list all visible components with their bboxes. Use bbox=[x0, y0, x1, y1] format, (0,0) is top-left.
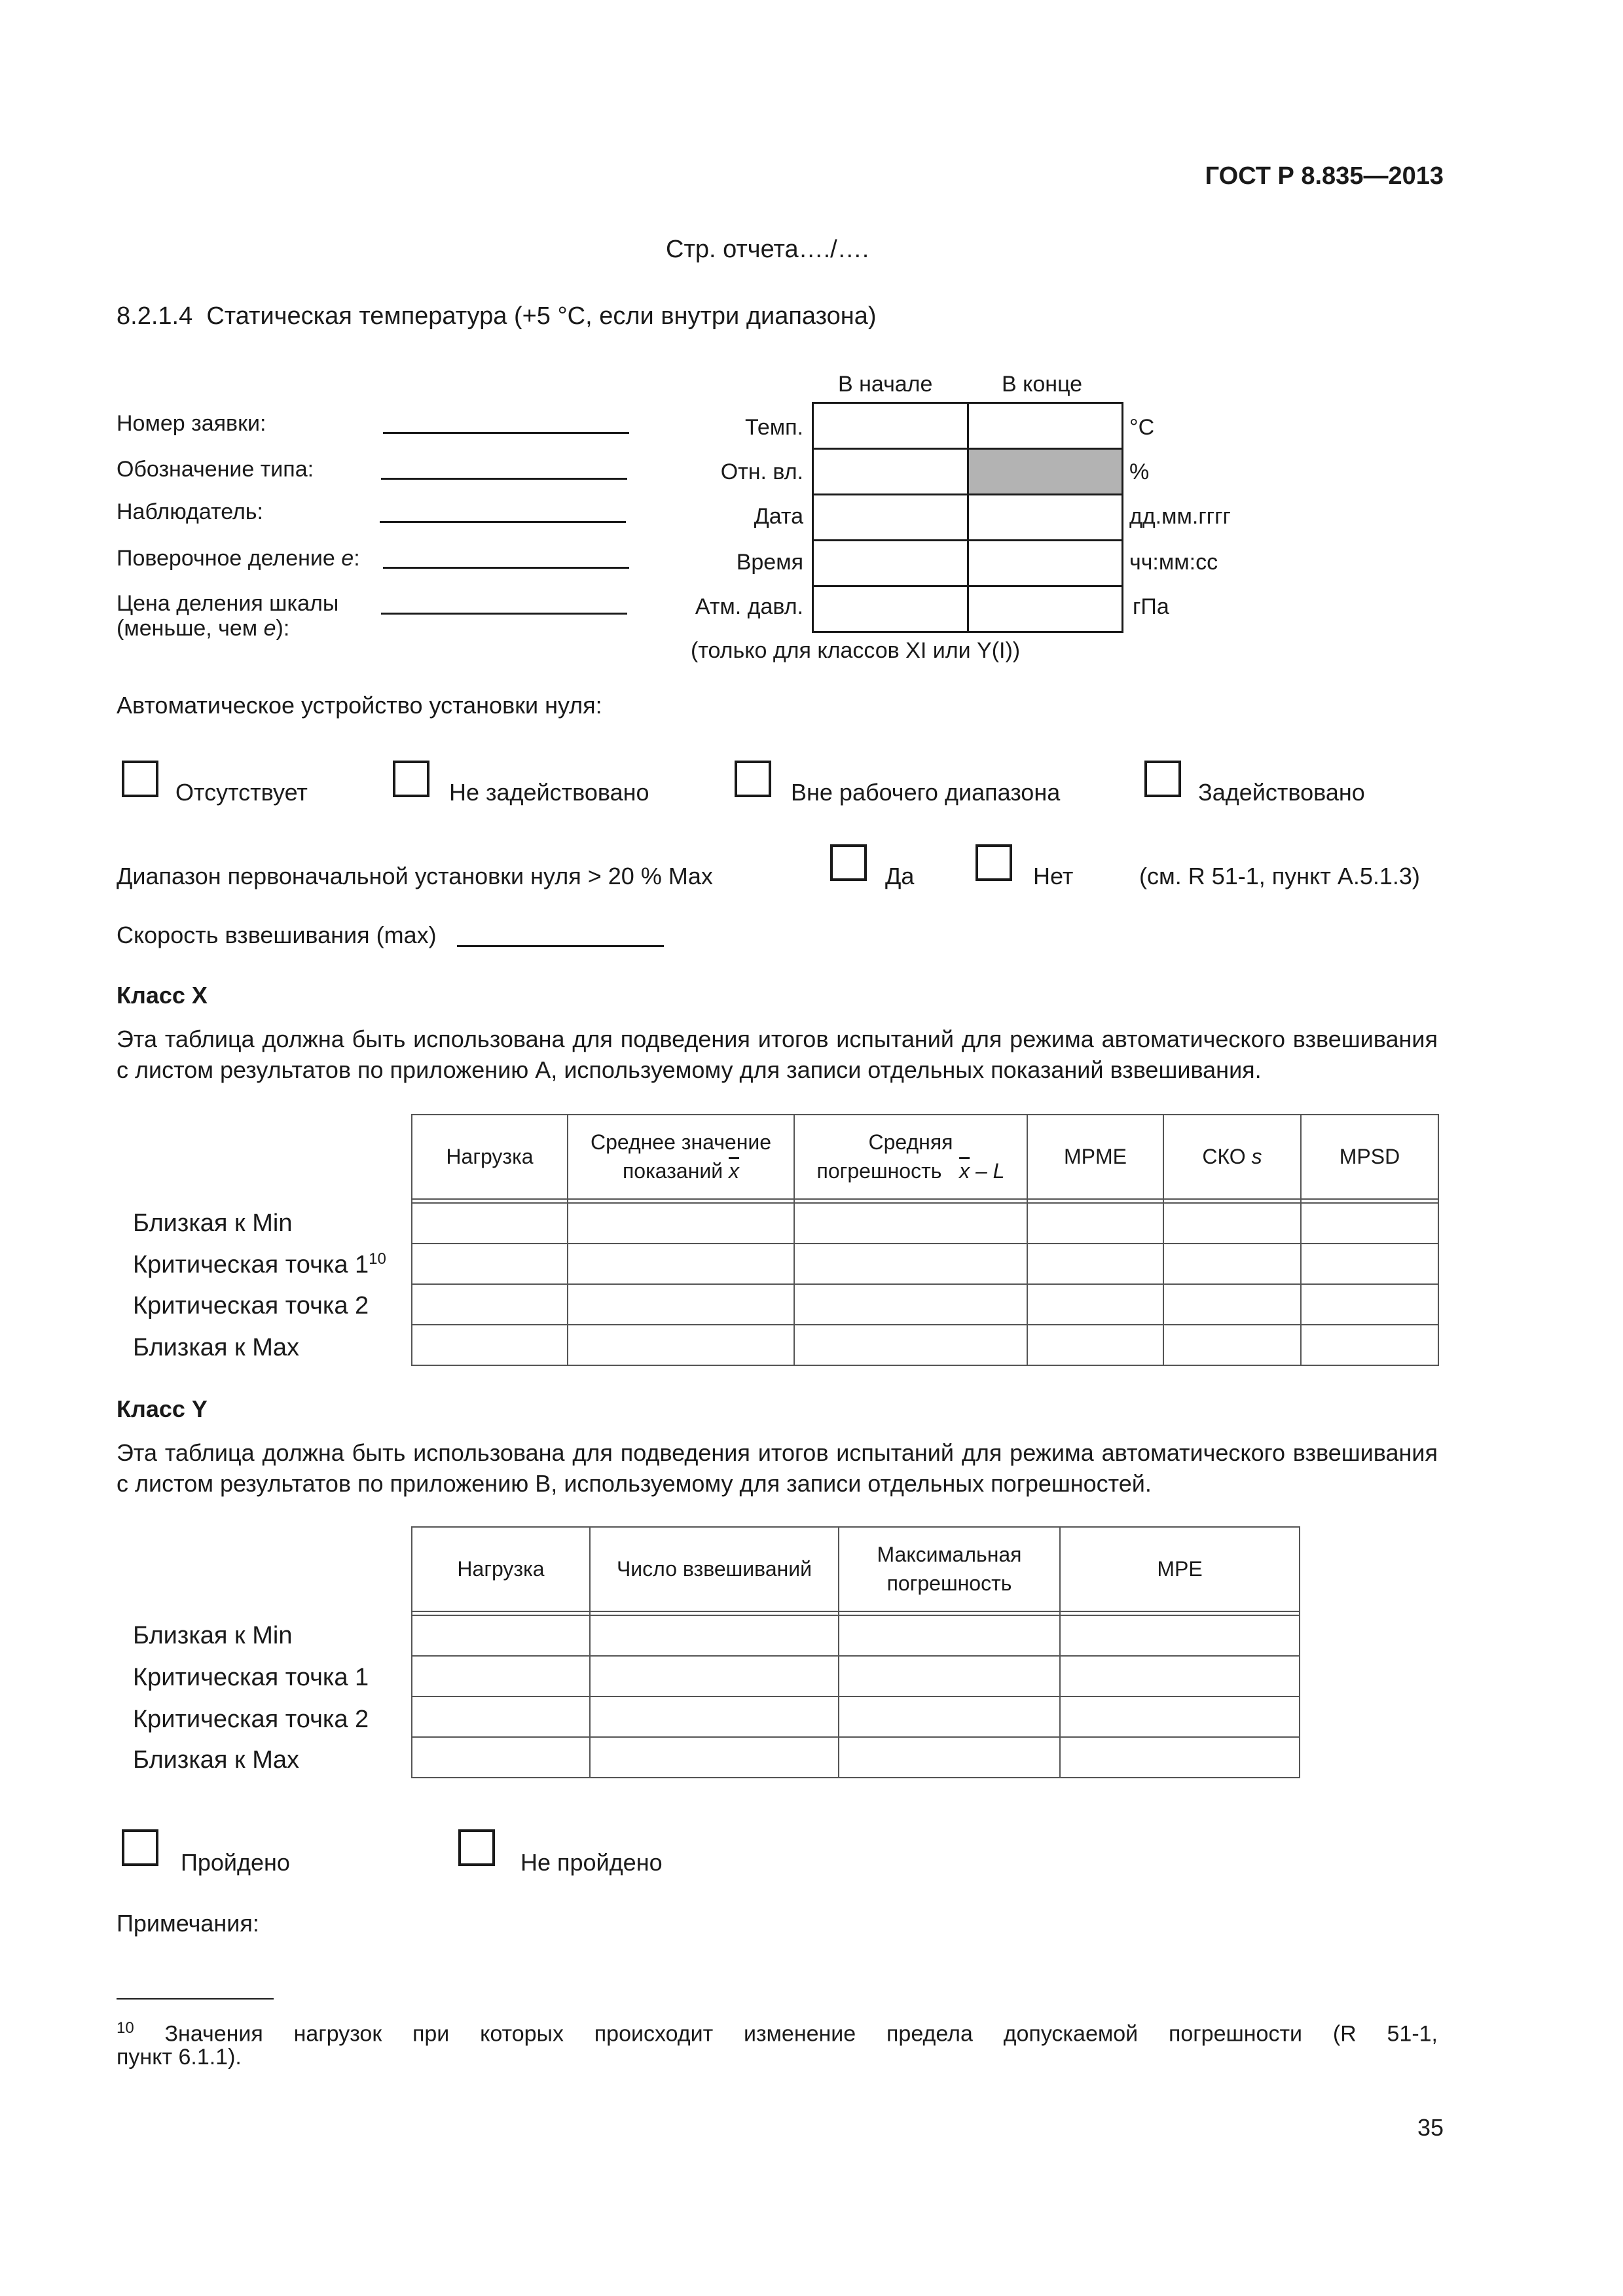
date-end-cell[interactable] bbox=[968, 495, 1123, 541]
pressure-end-cell[interactable] bbox=[968, 586, 1123, 632]
temp-end-cell[interactable] bbox=[968, 403, 1123, 449]
class-y-row-label-crit1: Критическая точка 1 bbox=[133, 1664, 369, 1691]
zero-device-used-checkbox[interactable] bbox=[1144, 761, 1181, 797]
class-x-header-load: Нагрузка bbox=[412, 1115, 568, 1199]
speed-input[interactable] bbox=[457, 945, 664, 947]
scale-interval-input[interactable] bbox=[381, 613, 627, 615]
condition-label-pressure: Атм. давл. bbox=[695, 594, 803, 619]
humidity-end-cell bbox=[968, 449, 1123, 495]
zero-range-label: Диапазон первоначальной установки нуля > 20 % Max bbox=[117, 863, 713, 889]
table-row bbox=[412, 1244, 1438, 1284]
class-x-description: Эта таблица должна быть использована для подведения итогов испытаний для режима автоматического взвешивания с листом результатов по приложению А, используемому для записи отдельных показаний взвешивания. bbox=[117, 1026, 1438, 1083]
pressure-start-cell[interactable] bbox=[813, 586, 968, 632]
zero-device-out-of-range-label: Вне рабочего диапазона bbox=[791, 779, 1061, 806]
doc-code: ГОСТ Р 8.835—2013 bbox=[1205, 162, 1444, 190]
zero-range-no-label: Нет bbox=[1033, 863, 1074, 889]
field-label-observer: Наблюдатель: bbox=[117, 499, 263, 524]
condition-label-temp: Темп. bbox=[744, 415, 803, 440]
class-x-title: Класс X bbox=[117, 982, 208, 1009]
table-row bbox=[412, 1325, 1438, 1365]
conditions-note: (только для классов XI или Y(I)) bbox=[691, 638, 1021, 663]
class-y-header-max-error: Максимальная погрешность bbox=[839, 1527, 1060, 1611]
class-x-header-mean-error: Средняя погрешность $\overline{x}$ – L bbox=[794, 1115, 1027, 1199]
time-start-cell[interactable] bbox=[813, 541, 968, 586]
unit-humidity: % bbox=[1129, 459, 1150, 484]
condition-label-time: Время bbox=[736, 550, 803, 575]
field-label-application-number: Номер заявки: bbox=[117, 411, 266, 436]
zero-range-yes-label: Да bbox=[885, 863, 915, 889]
zero-device-out-of-range-checkbox[interactable] bbox=[735, 761, 771, 797]
zero-range-yes-checkbox[interactable] bbox=[830, 844, 867, 881]
condition-label-humidity: Отн. вл. bbox=[720, 459, 803, 484]
unit-pressure: гПа bbox=[1133, 594, 1169, 619]
col-header-end: В конце bbox=[1002, 372, 1083, 397]
footnote-line-1: $^{10}$ Значения нагрузок при которых происходит изменение предела допускаемой погрешности (R 51-1, bbox=[117, 2019, 1438, 2047]
temp-start-cell[interactable] bbox=[813, 403, 968, 449]
zero-device-not-used-label: Не задействовано bbox=[449, 779, 649, 806]
field-label-scale-interval: Цена деления шкалы (меньше, чем е): bbox=[117, 591, 339, 641]
table-row bbox=[412, 1656, 1300, 1696]
class-x-row-label-crit2: Критическая точка 2 bbox=[133, 1292, 369, 1319]
table-row bbox=[412, 1615, 1300, 1656]
unit-date: дд.мм.гггг bbox=[1129, 504, 1231, 529]
table-row bbox=[412, 1203, 1438, 1244]
zero-range-no-checkbox[interactable] bbox=[976, 844, 1012, 881]
type-designation-input[interactable] bbox=[381, 478, 627, 480]
verification-division-input[interactable] bbox=[383, 567, 629, 569]
table-row bbox=[412, 1696, 1300, 1737]
field-label-type-designation: Обозначение типа: bbox=[117, 457, 314, 482]
class-y-row-label-crit2: Критическая точка 2 bbox=[133, 1706, 369, 1733]
class-y-header-count: Число взвешиваний bbox=[590, 1527, 839, 1611]
class-y-description: Эта таблица должна быть использована для подведения итогов испытаний для режима автоматического взвешивания с листом результатов по приложению В, используемому для записи отдельных погрешностей. bbox=[117, 1439, 1438, 1497]
passed-label: Пройдено bbox=[181, 1849, 290, 1876]
zero-device-absent-label: Отсутствует bbox=[175, 779, 308, 806]
failed-checkbox[interactable] bbox=[458, 1829, 495, 1866]
section-title: 8.2.1.4 Статическая температура (+5 °С, если внутри диапазона) bbox=[117, 302, 877, 330]
date-start-cell[interactable] bbox=[813, 495, 968, 541]
class-y-row-label-min: Близкая к Min bbox=[133, 1622, 293, 1649]
zero-device-not-used-checkbox[interactable] bbox=[393, 761, 429, 797]
unit-temp: °С bbox=[1129, 415, 1155, 440]
class-y-row-label-max: Близкая к Max bbox=[133, 1746, 300, 1774]
condition-label-date: Дата bbox=[754, 504, 803, 529]
class-y-header-load: Нагрузка bbox=[412, 1527, 590, 1611]
table-row bbox=[412, 1284, 1438, 1325]
speed-label: Скорость взвешивания (max) bbox=[117, 922, 437, 948]
footnote-divider bbox=[117, 1998, 274, 2000]
zero-device-used-label: Задействовано bbox=[1198, 779, 1365, 806]
footnote-ref: 10 bbox=[369, 1250, 386, 1268]
zero-device-absent-checkbox[interactable] bbox=[122, 761, 158, 797]
class-x-header-sko: СКО s bbox=[1163, 1115, 1301, 1199]
humidity-start-cell[interactable] bbox=[813, 449, 968, 495]
class-y-header-mpe: MPE bbox=[1060, 1527, 1300, 1611]
field-label-verification-division: Поверочное деление е: bbox=[117, 546, 360, 571]
class-y-table bbox=[411, 1526, 1300, 1778]
col-header-start: В начале bbox=[838, 372, 933, 397]
conditions-grid bbox=[812, 402, 1123, 633]
application-number-input[interactable] bbox=[383, 432, 629, 434]
footnote-line-2: пункт 6.1.1). bbox=[117, 2045, 242, 2070]
table-row bbox=[412, 1737, 1300, 1778]
unit-time: чч:мм:сс bbox=[1129, 550, 1218, 575]
class-x-row-label-max: Близкая к Max bbox=[133, 1334, 300, 1361]
class-x-header-mean: Среднее значение показаний $\overline{x}$ bbox=[568, 1115, 794, 1199]
passed-checkbox[interactable] bbox=[122, 1829, 158, 1866]
page-number: 35 bbox=[1417, 2114, 1444, 2141]
notes-label: Примечания: bbox=[117, 1910, 259, 1937]
zero-range-reference: (см. R 51-1, пункт А.5.1.3) bbox=[1139, 863, 1420, 889]
time-end-cell[interactable] bbox=[968, 541, 1123, 586]
class-x-header-mpme: MPME bbox=[1027, 1115, 1163, 1199]
observer-input[interactable] bbox=[380, 521, 626, 523]
class-x-header-mpsd: MPSD bbox=[1301, 1115, 1438, 1199]
class-x-row-label-crit1: Критическая точка $1^{10}$ bbox=[133, 1250, 386, 1279]
class-x-row-label-min: Близкая к Min bbox=[133, 1210, 293, 1237]
class-y-title: Класс Y bbox=[117, 1395, 208, 1422]
failed-label: Не пройдено bbox=[520, 1849, 663, 1876]
report-page-counter: Стр. отчета…./…. bbox=[666, 236, 869, 263]
zero-device-title: Автоматическое устройство установки нуля: bbox=[117, 692, 602, 719]
class-x-table bbox=[411, 1114, 1439, 1366]
